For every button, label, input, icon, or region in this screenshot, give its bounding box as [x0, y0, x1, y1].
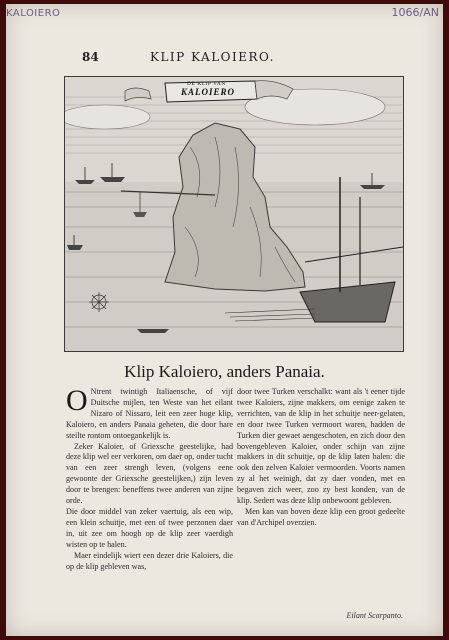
banner-line2: KALOIERO	[181, 87, 236, 97]
text-column-right	[237, 387, 405, 529]
running-head: KLIP KALOIERO.	[150, 50, 275, 64]
page-number: 84	[82, 50, 99, 64]
text-column-left	[66, 384, 233, 572]
chapter-heading: Klip Kaloiero, anders Panaia.	[124, 362, 325, 381]
banner-line1: DE KLIP VAN	[187, 81, 226, 87]
engraving-rock-with-ships-icon	[65, 77, 403, 351]
drop-cap: O	[66, 384, 88, 417]
handwritten-note-left: KALOIERO	[6, 8, 61, 19]
paragraph: door twee Turken verschalkt: want als 't eener tijde twee Kaloiers, zijne makkers, om eenige zaken te verrichten, van de klip in het schuitje neer-gelaten, en door twee Turken vermoort waren, hadden de Turken dier gewaet aengeschoten, en zich door den bovengebleven Kaloier, onder schijn van zijne makkers in dit schuitje, op de klip laten halen: die ook den zelven Kaloier vermoorden. Voorts namen zy al het weinigh, dat zy daer vonden, met en begaven zich weer, zoo zy best konden, van de klip. Sedert was deze klip onbewoont gebleven.	[237, 387, 405, 506]
paragraph: Ntrent twintigh Italiaensche, of vijf Duitsche mijlen, ten Weste van het eilant Nizaro of Nissaro, leit een zeer hoge klip, Kaloiero, en anders Panaia geheten, die door hare steilte rontom ontoegankelijk is.	[66, 387, 233, 440]
engraving-plate	[64, 76, 404, 352]
handwritten-note-right: 1066/AN	[391, 6, 439, 19]
paragraph: Zeker Kaloier, of Griexsche geestelijke, had deze klip wel eer verkoren, om daer op, onder tucht van een zeer strengh leven, (volgens eene gewoonte der Griexsche geestelijken,) zijn leven door te brengen: beneffens twee anderen van zijne orde.	[66, 441, 233, 506]
paragraph: Die door middel van zeker vaertuig, als een wip, een klein schuitje, met een of twee perzonen daer in, uit zee om hoogh op de klip zeer vaerdigh wisten op te halen.	[66, 506, 233, 549]
paragraph: Men kan van boven deze klip een groot gedeelte van d'Archipel overzien.	[237, 506, 405, 527]
catchword: Eilant Scarpanto.	[346, 611, 403, 620]
paragraph: Maer eindelijk wiert een dezer drie Kaloiers, die op de klip gebleven was,	[66, 550, 233, 571]
